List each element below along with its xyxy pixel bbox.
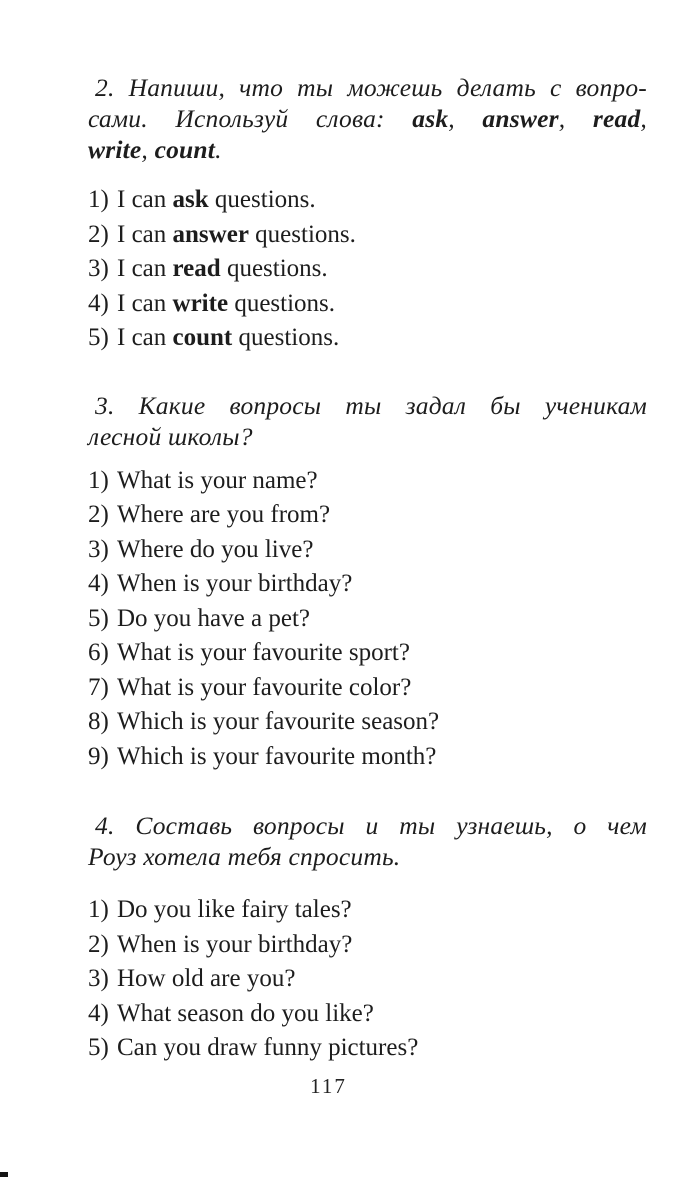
item-text: What is your favourite sport? xyxy=(117,639,410,666)
item-text: Where do you live? xyxy=(117,535,314,563)
item-number: 9) xyxy=(88,742,109,770)
item-number: 2) xyxy=(88,501,109,528)
exercise-3-answer-list xyxy=(88,464,647,775)
exercise-3-section xyxy=(88,390,647,775)
list-item xyxy=(88,183,647,218)
item-text-post: questions. xyxy=(208,186,316,213)
item-text-post: questions. xyxy=(232,324,340,351)
item-text: When is your birthday? xyxy=(117,570,353,597)
item-number: 8) xyxy=(88,708,109,735)
item-number: 1) xyxy=(88,186,109,213)
separator: , xyxy=(640,104,647,133)
list-item xyxy=(88,928,647,963)
item-text-post: questions. xyxy=(228,289,336,317)
item-bold-word: read xyxy=(172,255,221,282)
item-number: 4) xyxy=(88,570,109,597)
separator: , xyxy=(448,104,483,133)
item-text-pre: I can xyxy=(117,186,173,213)
exercise-2-heading-line-3 xyxy=(88,134,647,165)
item-text: What is your name? xyxy=(117,466,318,494)
list-item xyxy=(88,671,647,706)
item-number: 5) xyxy=(88,1034,109,1061)
item-bold-word: answer xyxy=(172,220,249,248)
list-item xyxy=(88,740,647,775)
item-bold-word: ask xyxy=(172,186,209,213)
heading-text: сами. Используй слова: xyxy=(88,104,413,133)
item-number: 2) xyxy=(88,220,109,248)
item-text: Which is your favourite season? xyxy=(117,708,440,735)
heading-text: Роуз хотела тебя спросить. xyxy=(88,842,401,871)
item-number: 4) xyxy=(88,999,109,1027)
list-item xyxy=(88,287,647,322)
exercise-2-answer-list xyxy=(88,183,647,356)
list-item xyxy=(88,997,647,1032)
item-text-pre: I can xyxy=(117,220,173,248)
item-number: 4) xyxy=(88,289,109,317)
item-text-pre: I can xyxy=(117,324,173,351)
list-item xyxy=(88,636,647,671)
item-text: Do you like fairy tales? xyxy=(117,896,352,923)
exercise-2-heading-line-2 xyxy=(88,103,647,134)
item-text xyxy=(117,287,335,322)
exercise-4-heading-line-1 xyxy=(88,810,647,841)
item-text-pre: I can xyxy=(117,289,173,317)
item-bold-word: write xyxy=(172,289,229,317)
item-text: How old are you? xyxy=(117,965,296,992)
list-item xyxy=(88,1031,647,1066)
item-bold-word: count xyxy=(172,324,233,351)
heading-text: 4. Составь вопросы и ты узнаешь, о чем xyxy=(95,811,647,840)
list-item xyxy=(88,321,647,356)
item-text: Can you draw funny pictures? xyxy=(117,1034,419,1061)
item-text xyxy=(117,218,356,253)
item-text: Where are you from? xyxy=(117,501,331,528)
exercise-4-section xyxy=(88,810,647,1066)
exercise-3-heading-line-2 xyxy=(88,421,647,452)
list-item xyxy=(88,602,647,637)
exercise-4-heading xyxy=(88,810,647,872)
exercise-3-heading xyxy=(88,390,647,452)
item-text: Do you have a pet? xyxy=(117,604,310,632)
list-item xyxy=(88,464,647,499)
item-text-pre: I can xyxy=(117,255,173,282)
item-number: 2) xyxy=(88,930,109,958)
item-number: 1) xyxy=(88,896,109,923)
keyword-read: read xyxy=(592,104,641,133)
item-number: 3) xyxy=(88,535,109,563)
keyword-answer: answer xyxy=(482,104,559,133)
keyword-ask: ask xyxy=(412,104,449,133)
item-text xyxy=(117,183,316,218)
separator: , xyxy=(558,104,593,133)
separator: . xyxy=(215,135,222,164)
list-item xyxy=(88,705,647,740)
keyword-count: count xyxy=(154,135,216,164)
exercise-3-heading-line-1 xyxy=(88,390,647,421)
page-content xyxy=(88,72,647,1066)
exercise-2-section xyxy=(88,72,647,356)
scan-artifact-speck xyxy=(0,1172,8,1177)
item-text: What season do you like? xyxy=(117,999,374,1027)
item-number: 5) xyxy=(88,604,109,632)
item-text: When is your birthday? xyxy=(117,930,353,958)
item-number: 6) xyxy=(88,639,109,666)
item-number: 1) xyxy=(88,466,109,494)
separator: , xyxy=(141,135,155,164)
list-item xyxy=(88,218,647,253)
item-text xyxy=(117,252,328,287)
list-item xyxy=(88,533,647,568)
list-item xyxy=(88,962,647,997)
item-number: 5) xyxy=(88,324,109,351)
list-item xyxy=(88,252,647,287)
page-number: 117 xyxy=(310,1074,347,1098)
item-text: Which is your favourite month? xyxy=(117,742,437,770)
item-text: What is your favourite color? xyxy=(117,673,412,701)
exercise-2-heading xyxy=(88,72,647,165)
list-item xyxy=(88,498,647,533)
exercise-4-answer-list xyxy=(88,893,647,1066)
heading-text: 2. Напиши, что ты можешь делать с вопро- xyxy=(95,73,647,102)
list-item xyxy=(88,567,647,602)
item-number: 3) xyxy=(88,965,109,992)
item-number: 7) xyxy=(88,673,109,701)
list-item xyxy=(88,893,647,928)
heading-text: 3. Какие вопросы ты задал бы ученикам xyxy=(95,390,647,420)
item-text-post: questions. xyxy=(248,220,356,248)
heading-text: лесной школы? xyxy=(88,421,253,451)
exercise-2-heading-line-1 xyxy=(88,72,647,103)
item-text-post: questions. xyxy=(220,255,328,282)
item-text xyxy=(117,321,339,356)
item-number: 3) xyxy=(88,255,109,282)
exercise-4-heading-line-2 xyxy=(88,841,647,872)
keyword-write: write xyxy=(88,135,142,164)
